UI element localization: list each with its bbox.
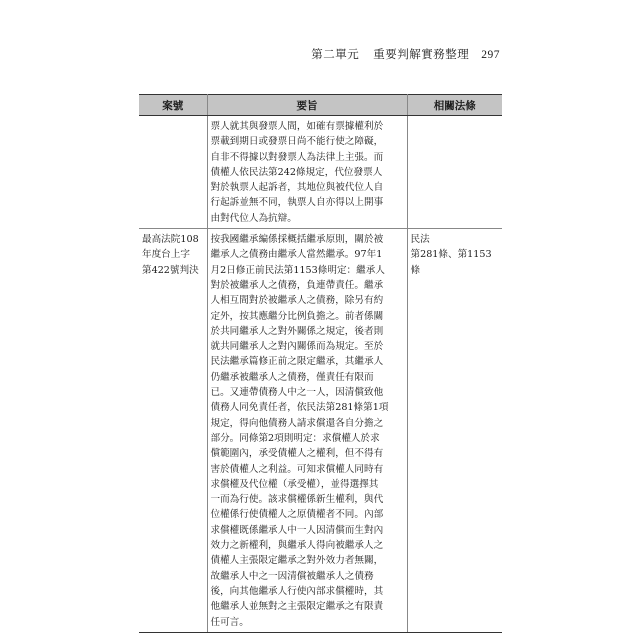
- case-table: [139, 94, 502, 633]
- gist-line: 後，向其他繼承人行使內部求償權時，其: [210, 585, 384, 597]
- gist-line: 求償權既係繼承人中一人因清償而生對內: [210, 524, 384, 536]
- gist-line: 效力之新權利，與繼承人得向被繼承人之: [210, 540, 384, 552]
- related-law-cell: [407, 116, 502, 229]
- related-law-line: 條: [410, 264, 421, 276]
- gist-line: 位權係行使債權人之原債權者不同。內部: [210, 509, 384, 521]
- case-number-line: 年度台上字: [142, 249, 190, 261]
- column-header-gist: 要旨: [207, 95, 407, 116]
- case-number-line: 最高法院108: [142, 234, 199, 246]
- gist-line: 對於被繼承人之債務，負連帶責任。繼承: [210, 279, 384, 291]
- gist-line: 規定，得向他債務人請求償還各自分擔之: [210, 417, 384, 429]
- gist-line: 月2日修正前民法第1153條明定：繼承人: [210, 264, 385, 276]
- gist-line: 任可言。: [210, 616, 249, 628]
- gist-line: 債權人依民法第242條規定，代位發票人: [210, 166, 383, 178]
- gist-line: 求償權及代位權（承受權），並得選擇其: [210, 478, 379, 490]
- section-label: 第二單元: [311, 47, 360, 61]
- gist-line: 部分。同條第2項則明定：求償權人於求: [210, 432, 380, 444]
- gist-line: 一而為行使。該求償權係新生權利，與代: [210, 494, 384, 506]
- gist-line: 對於執票人起訴者，其地位與被代位人自: [210, 182, 384, 194]
- chapter-title: 重要判解實務整理: [373, 47, 470, 61]
- gist-line: 就共同繼承人之對內關係而為規定。至於: [210, 341, 384, 353]
- gist-line: 定外，按其應繼分比例負擔之。前者係關: [210, 310, 384, 322]
- related-law-cell: [407, 229, 502, 633]
- case-number-cell: [139, 229, 207, 633]
- gist-line: 繼承人之債務由繼承人當然繼承。97年1: [210, 249, 383, 261]
- column-header-case: 案號: [139, 95, 207, 116]
- gist-line: 償範圍內，承受債權人之權利，但不得有: [210, 448, 384, 460]
- gist-line: 自非不得據以對發票人為法律上主張。而: [210, 151, 384, 163]
- case-number-cell: [139, 116, 207, 229]
- gist-line: 債權人主張限定繼承之對外效力者無關，: [210, 555, 384, 567]
- column-header-law: 相關法條: [407, 95, 502, 116]
- related-law-line: 民法: [410, 234, 430, 246]
- gist-line: 仍繼承被繼承人之債務，僅責任有限而: [210, 371, 374, 383]
- gist-line: 債務人同免責任者，依民法第281條第1項: [210, 402, 389, 414]
- gist-line: 民法繼承篇修正前之限定繼承，其繼承人: [210, 356, 384, 368]
- table-row: [139, 229, 502, 633]
- gist-line: 已。又連帶債務人中之一人，因清償致他: [210, 387, 384, 399]
- related-law-line: 第281條、第1153: [410, 249, 492, 261]
- gist-line: 於共同繼承人之對外關係之規定，後者則: [210, 325, 384, 337]
- page-number: 297: [481, 49, 500, 61]
- table-row: [139, 116, 502, 229]
- gist-line: 害於債權人之利益。可知求償權人同時有: [210, 463, 384, 475]
- gist-line: 按我國繼承編係採概括繼承原則，關於被: [210, 234, 384, 246]
- gist-cell: [207, 229, 407, 633]
- table-body: [139, 116, 502, 633]
- gist-line: 行起訴並無不同，執票人自亦得以上開事: [210, 197, 384, 209]
- running-header: [150, 46, 500, 62]
- gist-line: 票載到期日或發票日尚不能行使之障礙，: [210, 136, 384, 148]
- gist-line: 人相互間對於被繼承人之債務，除另有約: [210, 295, 384, 307]
- case-number-line: 第422號判決: [142, 264, 199, 276]
- gist-line: 票人就其與發票人間，如確有票據權利於: [210, 121, 384, 132]
- gist-cell: [207, 116, 407, 229]
- gist-line: 他繼承人並無對之主張限定繼承之有限責: [210, 601, 384, 613]
- gist-line: 由對代位人為抗辯。: [210, 212, 297, 224]
- table-header-row: [139, 95, 502, 116]
- gist-line: 故繼承人中之一因清償被繼承人之債務: [210, 570, 374, 582]
